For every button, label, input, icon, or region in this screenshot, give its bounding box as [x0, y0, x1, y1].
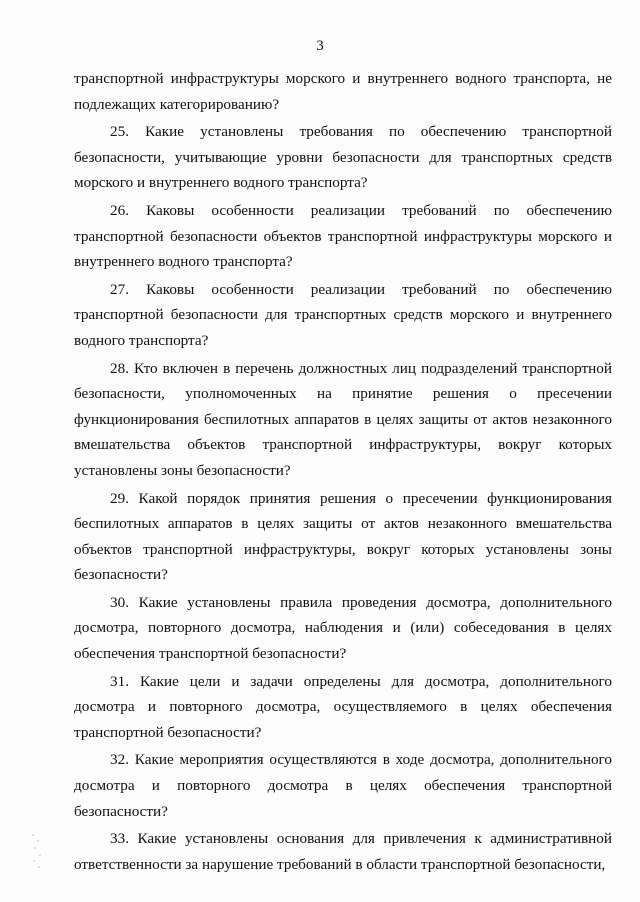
question-30: 30. Какие установлены правила проведения досмотра, дополнительного досмотра, повторного досмотра, наблюдения и (или) собеседования в целях обеспечения транспортной безопасности? — [74, 593, 612, 663]
paragraph-continuation: транспортной инфраструктуры морского и внутреннего водного транспорта, не подлежащих категорированию? — [74, 70, 612, 113]
question-28: 28. Кто включен в перечень должностных лиц подразделений транспортной безопасности, уполномоченных на принятие решения о пресечении функционирования беспилотных аппаратов в целях защиты от актов незаконного вмешательства объектов транспортной инфраструктуры, вокруг которых установлены зоны безопасности? — [74, 359, 612, 479]
question-29: 29. Какой порядок принятия решения о пресечении функционирования беспилотных аппаратов в целях защиты от актов незаконного вмешательства объектов транспортной инфраструктуры, вокруг которых установлены зоны безопасности? — [74, 489, 612, 584]
question-31: 31. Какие цели и задачи определены для досмотра, дополнительного досмотра и повторного досмотра, осуществляемого в целях обеспечения транспортной безопасности? — [74, 672, 612, 741]
question-33: 33. Какие установлены основания для привлечения к административной ответственности за нарушение требований в области транспортной безопасности, — [74, 830, 612, 873]
question-27: 27. Каковы особенности реализации требований по обеспечению транспортной безопасности для транспортных средств морского и внутреннего водного транспорта? — [74, 280, 612, 349]
question-25: 25. Какие установлены требования по обеспечению транспортной безопасности, учитывающие уровни безопасности для транспортных средств морского и внутреннего водного транспорта? — [74, 123, 612, 192]
document-body — [74, 66, 612, 879]
page-number: 3 — [316, 38, 324, 54]
question-32: 32. Какие мероприятия осуществляются в ходе досмотра, дополнительного досмотра и повторного досмотра в целях обеспечения транспортной безопасности? — [74, 751, 612, 820]
question-26: 26. Каковы особенности реализации требований по обеспечению транспортной безопасности объектов транспортной инфраструктуры морского и внутреннего водного транспорта? — [74, 201, 612, 271]
scan-artifact — [30, 832, 44, 872]
